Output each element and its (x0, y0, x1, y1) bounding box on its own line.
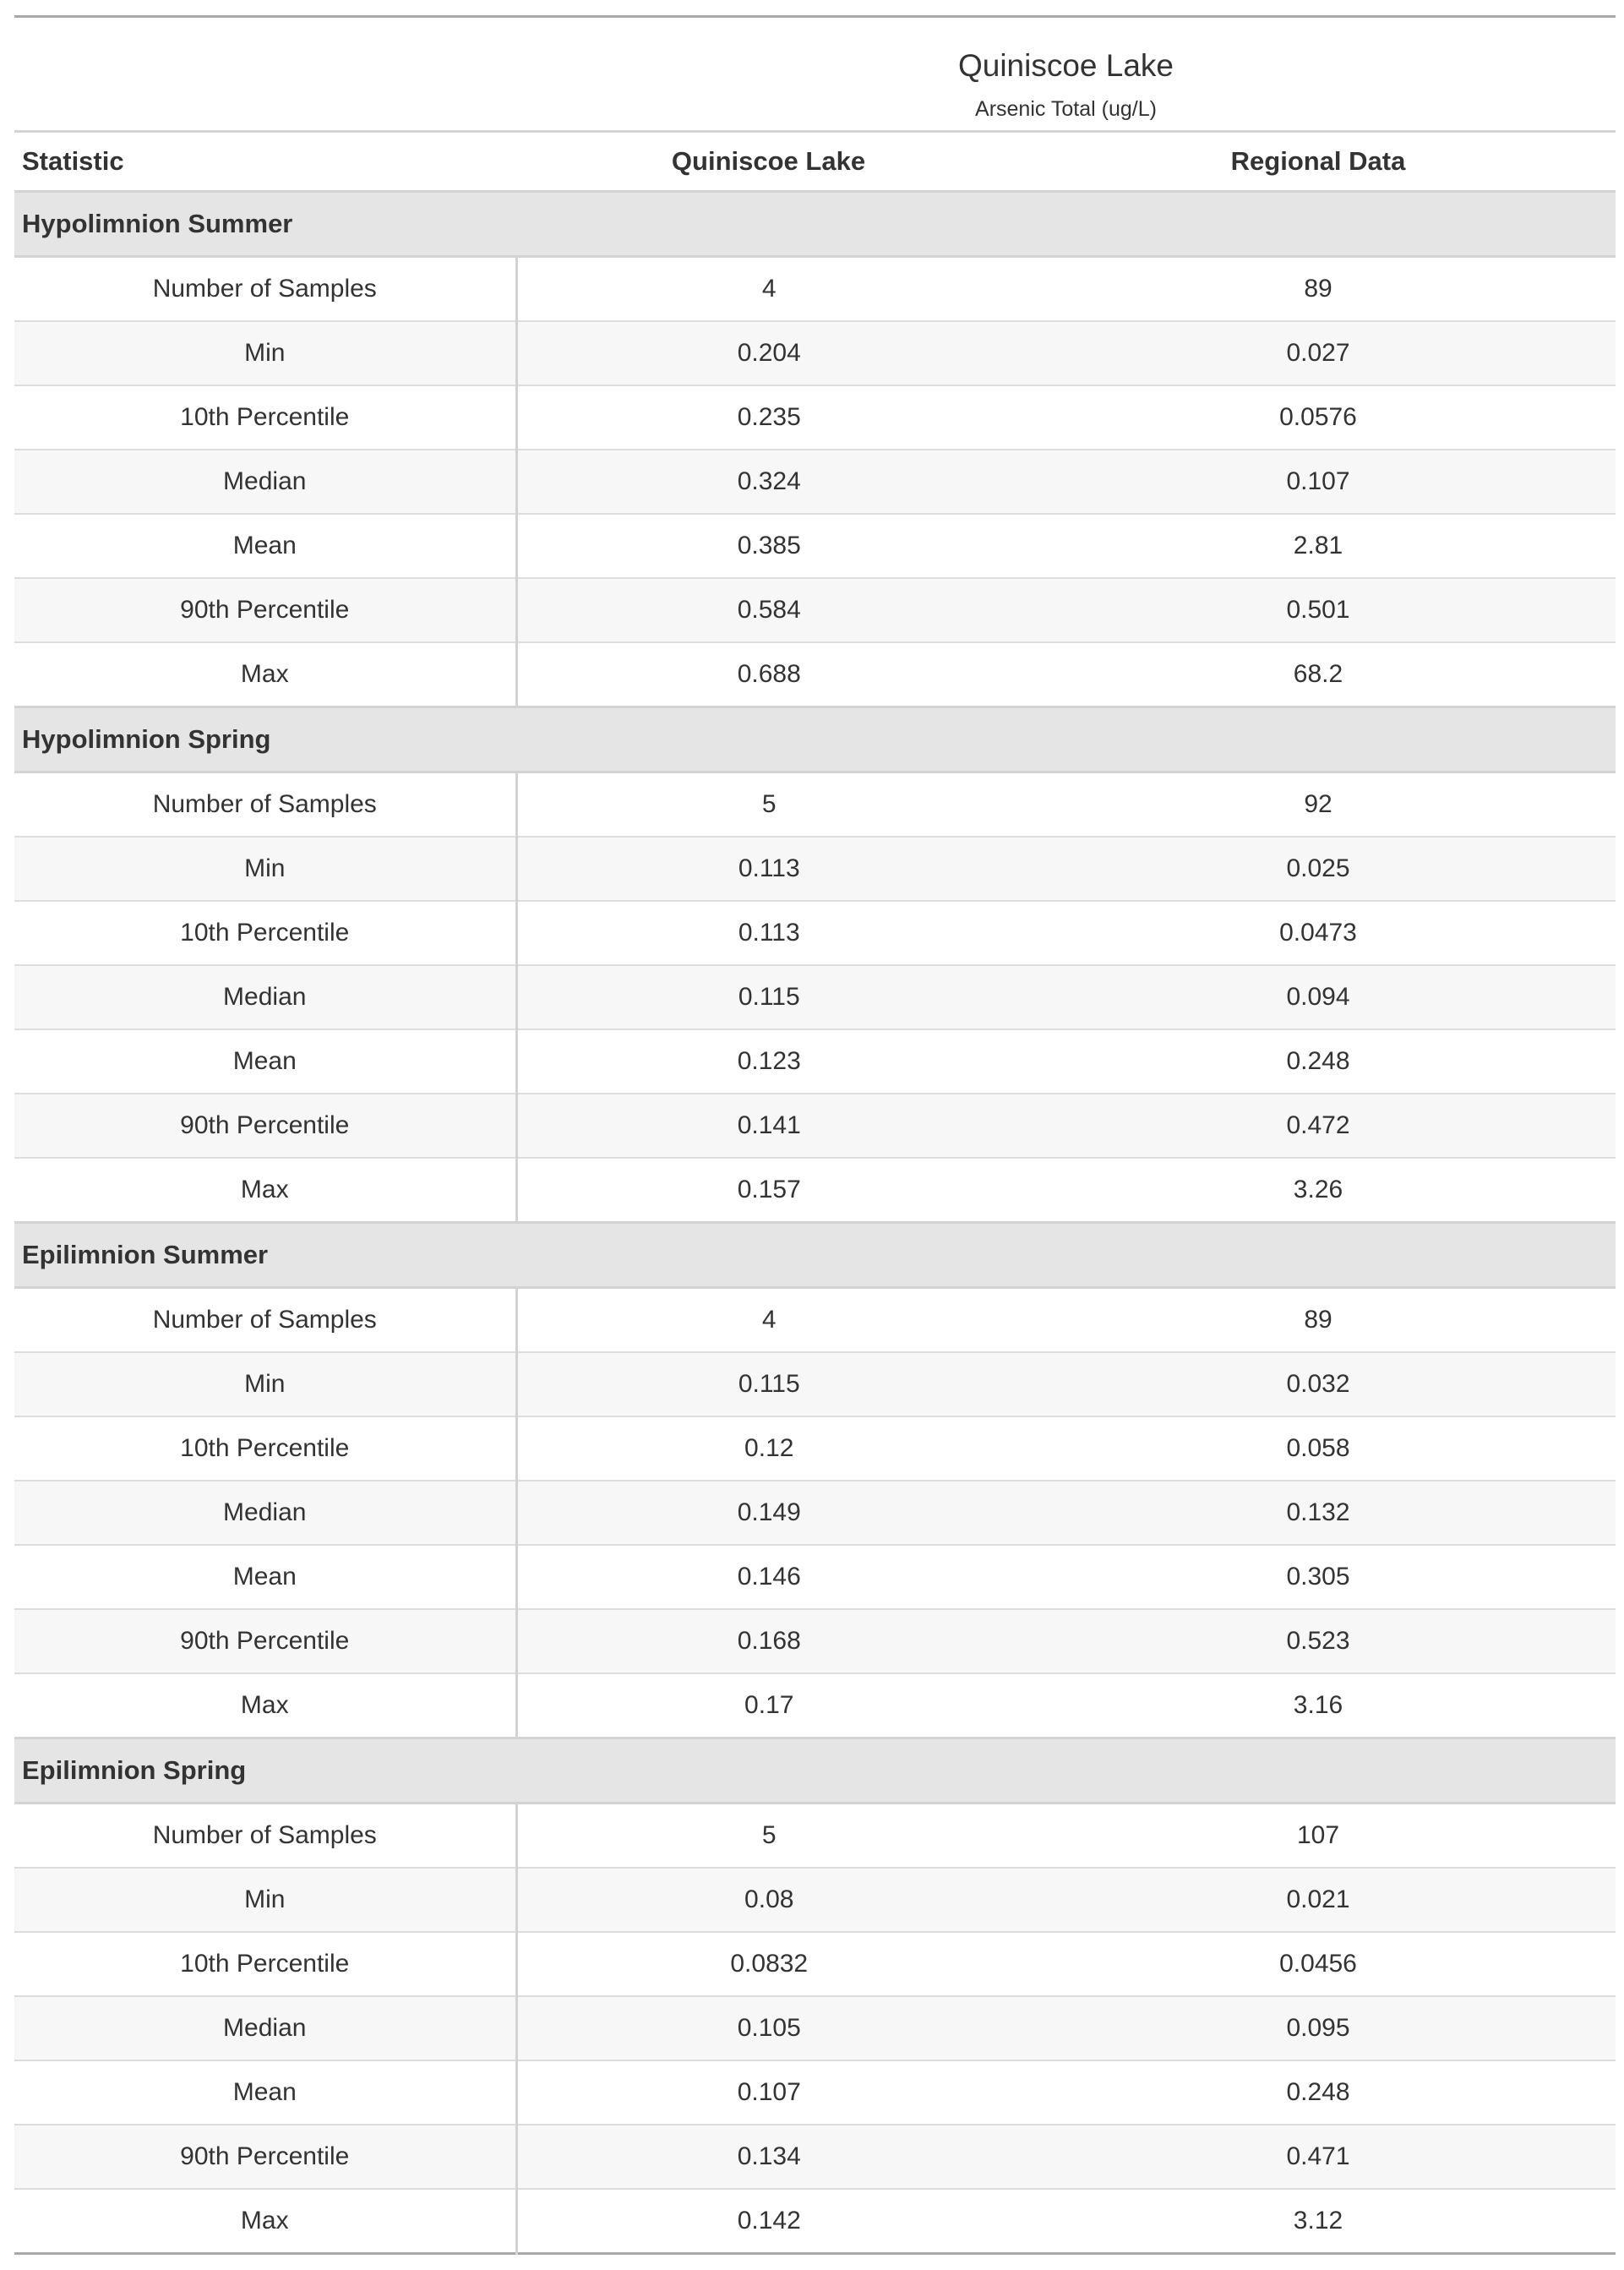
regional-value-cell: 0.032 (1021, 1352, 1616, 1416)
table-row (14, 1094, 1616, 1158)
regional-value-cell: 89 (1021, 1288, 1616, 1353)
lake-value-cell: 0.584 (516, 578, 1021, 642)
regional-value-cell: 107 (1021, 1803, 1616, 1869)
lake-value-cell: 0.105 (516, 1996, 1021, 2060)
lake-value-cell: 0.17 (516, 1673, 1021, 1738)
regional-value-cell: 0.0456 (1021, 1932, 1616, 1996)
table-subtitle: Arsenic Total (ug/L) (975, 96, 1157, 121)
lake-value-cell: 0.113 (516, 837, 1021, 901)
lake-value-cell: 5 (516, 1803, 1021, 1869)
lake-value-cell: 0.324 (516, 450, 1021, 514)
regional-value-cell: 0.248 (1021, 2060, 1616, 2125)
regional-value-cell: 3.16 (1021, 1673, 1616, 1738)
statistic-cell: Min (14, 321, 516, 385)
table-row (14, 385, 1616, 450)
table-row (14, 837, 1616, 901)
statistic-cell: Min (14, 837, 516, 901)
regional-value-cell: 0.107 (1021, 450, 1616, 514)
group-label: Hypolimnion Spring (14, 707, 1616, 772)
regional-value-cell: 0.248 (1021, 1029, 1616, 1094)
column-header-row (14, 132, 1616, 192)
subtitle-row (14, 88, 1616, 132)
regional-value-cell: 3.26 (1021, 1158, 1616, 1223)
table-row (14, 257, 1616, 322)
statistic-cell: Mean (14, 1545, 516, 1609)
table-row (14, 1288, 1616, 1353)
statistic-cell: 10th Percentile (14, 901, 516, 965)
regional-value-cell: 2.81 (1021, 514, 1616, 578)
lake-value-cell: 0.134 (516, 2125, 1021, 2189)
statistic-cell: Mean (14, 2060, 516, 2125)
statistic-cell: Max (14, 1158, 516, 1223)
lake-value-cell: 0.115 (516, 965, 1021, 1029)
statistic-cell: Number of Samples (14, 1803, 516, 1869)
regional-value-cell: 0.0576 (1021, 385, 1616, 450)
table-row (14, 1609, 1616, 1673)
lake-value-cell: 0.168 (516, 1609, 1021, 1673)
table-row (14, 1803, 1616, 1869)
lake-value-cell: 0.146 (516, 1545, 1021, 1609)
regional-value-cell: 0.472 (1021, 1094, 1616, 1158)
table-row (14, 772, 1616, 838)
table-row (14, 578, 1616, 642)
group-row (14, 1738, 1616, 1803)
table-row (14, 1932, 1616, 1996)
lake-value-cell: 0.08 (516, 1868, 1021, 1932)
table-row (14, 1481, 1616, 1545)
statistics-table (14, 15, 1616, 2255)
lake-value-cell: 0.142 (516, 2189, 1021, 2254)
table-row (14, 2060, 1616, 2125)
table-row (14, 2125, 1616, 2189)
regional-value-cell: 0.058 (1021, 1416, 1616, 1481)
regional-value-cell: 3.12 (1021, 2189, 1616, 2254)
lake-value-cell: 5 (516, 772, 1021, 838)
lake-value-cell: 0.113 (516, 901, 1021, 965)
lake-value-cell: 0.204 (516, 321, 1021, 385)
table-row (14, 514, 1616, 578)
statistic-cell: Max (14, 642, 516, 707)
regional-value-cell: 0.021 (1021, 1868, 1616, 1932)
statistic-cell: Mean (14, 1029, 516, 1094)
table-row (14, 2189, 1616, 2254)
statistic-cell: 90th Percentile (14, 2125, 516, 2189)
statistic-cell: Number of Samples (14, 1288, 516, 1353)
statistic-cell: Mean (14, 514, 516, 578)
table-row (14, 1673, 1616, 1738)
group-row (14, 192, 1616, 257)
regional-value-cell: 68.2 (1021, 642, 1616, 707)
table-bottom-rule (14, 2254, 1616, 2256)
table-row (14, 1416, 1616, 1481)
statistic-cell: Median (14, 1996, 516, 2060)
regional-value-cell: 0.025 (1021, 837, 1616, 901)
column-header-lake: Quiniscoe Lake (516, 132, 1021, 192)
regional-value-cell: 0.305 (1021, 1545, 1616, 1609)
table-title: Quiniscoe Lake (957, 47, 1174, 83)
lake-value-cell: 0.0832 (516, 1932, 1021, 1996)
group-label: Hypolimnion Summer (14, 192, 1616, 257)
group-label: Epilimnion Summer (14, 1223, 1616, 1288)
statistic-cell: 90th Percentile (14, 578, 516, 642)
table-row (14, 1158, 1616, 1223)
regional-value-cell: 92 (1021, 772, 1616, 838)
table-row (14, 1996, 1616, 2060)
lake-value-cell: 0.149 (516, 1481, 1021, 1545)
table-row (14, 321, 1616, 385)
lake-value-cell: 0.235 (516, 385, 1021, 450)
lake-value-cell: 0.141 (516, 1094, 1021, 1158)
table-row (14, 1352, 1616, 1416)
statistic-cell: Min (14, 1352, 516, 1416)
statistic-cell: Number of Samples (14, 772, 516, 838)
statistic-cell: Max (14, 2189, 516, 2254)
regional-value-cell: 0.501 (1021, 578, 1616, 642)
statistic-cell: 90th Percentile (14, 1609, 516, 1673)
statistics-table-container (14, 15, 1616, 2255)
statistic-cell: Median (14, 1481, 516, 1545)
statistic-cell: 90th Percentile (14, 1094, 516, 1158)
lake-value-cell: 0.688 (516, 642, 1021, 707)
lake-value-cell: 0.107 (516, 2060, 1021, 2125)
table-row (14, 1868, 1616, 1932)
table-row (14, 1545, 1616, 1609)
statistic-cell: Max (14, 1673, 516, 1738)
lake-value-cell: 0.115 (516, 1352, 1021, 1416)
regional-value-cell: 0.523 (1021, 1609, 1616, 1673)
statistic-cell: 10th Percentile (14, 1932, 516, 1996)
regional-value-cell: 0.132 (1021, 1481, 1616, 1545)
group-label: Epilimnion Spring (14, 1738, 1616, 1803)
column-header-regional: Regional Data (1021, 132, 1616, 192)
table-row (14, 1029, 1616, 1094)
statistic-cell: Min (14, 1868, 516, 1932)
regional-value-cell: 0.095 (1021, 1996, 1616, 2060)
regional-value-cell: 0.471 (1021, 2125, 1616, 2189)
regional-value-cell: 0.027 (1021, 321, 1616, 385)
lake-value-cell: 4 (516, 257, 1021, 322)
table-header (14, 17, 1616, 192)
lake-value-cell: 4 (516, 1288, 1021, 1353)
table-row (14, 450, 1616, 514)
regional-value-cell: 89 (1021, 257, 1616, 322)
group-row (14, 707, 1616, 772)
group-row (14, 1223, 1616, 1288)
regional-value-cell: 0.0473 (1021, 901, 1616, 965)
statistic-cell: Median (14, 965, 516, 1029)
statistic-cell: Number of Samples (14, 257, 516, 322)
regional-value-cell: 0.094 (1021, 965, 1616, 1029)
statistic-cell: Median (14, 450, 516, 514)
statistic-cell: 10th Percentile (14, 385, 516, 450)
lake-value-cell: 0.385 (516, 514, 1021, 578)
lake-value-cell: 0.157 (516, 1158, 1021, 1223)
lake-value-cell: 0.123 (516, 1029, 1021, 1094)
statistic-cell: 10th Percentile (14, 1416, 516, 1481)
table-body (14, 192, 1616, 2256)
table-row (14, 642, 1616, 707)
column-header-statistic: Statistic (14, 132, 516, 192)
table-row (14, 965, 1616, 1029)
lake-value-cell: 0.12 (516, 1416, 1021, 1481)
title-row (14, 17, 1616, 89)
table-row (14, 901, 1616, 965)
